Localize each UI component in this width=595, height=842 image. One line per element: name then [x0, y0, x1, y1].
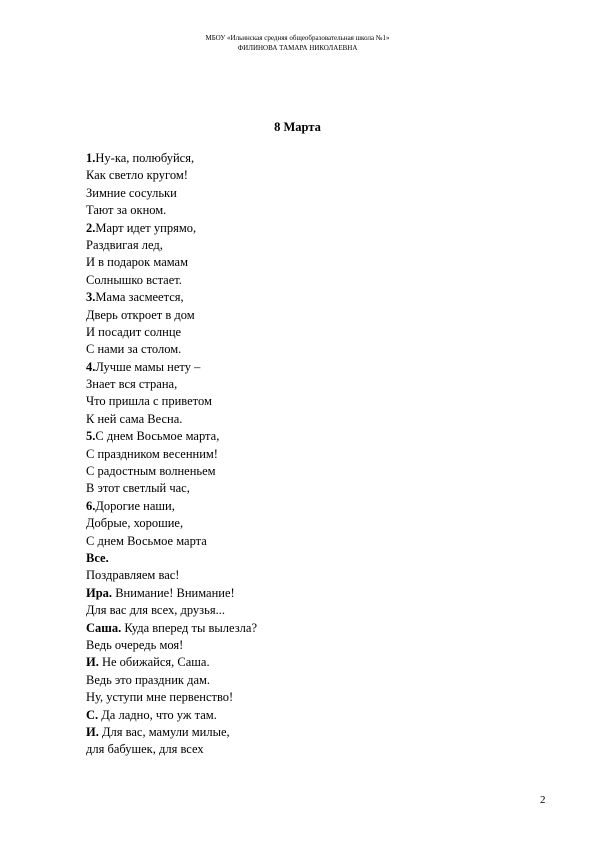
line-text: С днем Восьмое марта — [86, 533, 207, 548]
line-text: Да ладно, что уж там. — [98, 707, 217, 722]
page-header — [0, 33, 595, 53]
poem-line — [86, 446, 526, 463]
line-text: Куда вперед ты вылезла? — [121, 620, 257, 635]
poem-line — [86, 411, 526, 428]
poem-body — [86, 150, 526, 759]
line-text: И посадит солнце — [86, 324, 182, 339]
poem-line — [86, 533, 526, 550]
poem-line — [86, 567, 526, 584]
poem-line — [86, 724, 526, 741]
line-text: Поздравляем вас! — [86, 568, 180, 583]
poem-line — [86, 654, 526, 671]
poem-line — [86, 376, 526, 393]
line-text: С праздником весенним! — [86, 446, 218, 461]
poem-line — [86, 237, 526, 254]
header-author-name: ФИЛИНОВА ТАМАРА НИКОЛАЕВНА — [237, 44, 358, 52]
speaker-label: Саша. — [86, 620, 122, 635]
poem-line — [86, 220, 526, 237]
header-school-name: МБОУ «Ильинская средняя общеобразовательная школа №1» — [205, 34, 390, 42]
line-text: С днем Восьмое марта, — [95, 429, 220, 444]
poem-line — [86, 672, 526, 689]
line-text: С радостным волненьем — [86, 464, 216, 479]
poem-line — [86, 585, 526, 602]
line-text: Лучше мамы нету – — [95, 359, 201, 374]
poem-line — [86, 741, 526, 758]
poem-line — [86, 602, 526, 619]
line-text: Тают за окном. — [86, 203, 167, 218]
line-text: В этот светлый час, — [86, 481, 190, 496]
poem-line — [86, 707, 526, 724]
poem-line — [86, 254, 526, 271]
line-text: для бабушек, для всех — [86, 742, 204, 757]
line-text: Дверь откроет в дом — [86, 307, 195, 322]
speaker-label: С. — [86, 707, 99, 722]
line-text: Добрые, хорошие, — [86, 516, 184, 531]
speaker-label: 5. — [86, 429, 96, 444]
speaker-label: И. — [86, 655, 99, 670]
poem-line — [86, 498, 526, 515]
line-text: Ведь очередь моя! — [86, 637, 184, 652]
poem-title: 8 Марта — [274, 120, 321, 134]
line-text: Ведь это праздник дам. — [86, 672, 211, 687]
poem-line — [86, 167, 526, 184]
poem-line — [86, 393, 526, 410]
poem-line — [86, 620, 526, 637]
line-text: Ну, уступи мне первенство! — [86, 690, 234, 705]
speaker-label: 2. — [86, 220, 96, 235]
poem-line — [86, 341, 526, 358]
line-text: Внимание! Внимание! — [112, 585, 235, 600]
speaker-label: 4. — [86, 359, 96, 374]
line-text: Что пришла с приветом — [86, 394, 212, 409]
speaker-label: Ира. — [86, 585, 113, 600]
line-text: К ней сама Весна. — [86, 411, 183, 426]
page-number: 2 — [540, 794, 546, 806]
poem-line — [86, 359, 526, 376]
poem-line — [86, 463, 526, 480]
speaker-label: И. — [86, 724, 99, 739]
poem-line — [86, 550, 526, 567]
poem-line — [86, 307, 526, 324]
line-text: С нами за столом. — [86, 342, 182, 357]
line-text: Солнышко встает. — [86, 272, 182, 287]
poem-line — [86, 185, 526, 202]
line-text: Мама засмеется, — [95, 290, 184, 305]
poem-line — [86, 202, 526, 219]
line-text: Ну-ка, полюбуйся, — [95, 151, 195, 165]
line-text: Раздвигая лед, — [86, 237, 163, 252]
speaker-label: 6. — [86, 498, 96, 513]
line-text: Для вас, мамули милые, — [98, 724, 230, 739]
line-text: Не обижайся, Саша. — [98, 655, 210, 670]
line-text: Март идет упрямо, — [95, 220, 197, 235]
poem-line — [86, 150, 526, 167]
poem-line — [86, 637, 526, 654]
poem-line — [86, 480, 526, 497]
poem-line — [86, 515, 526, 532]
poem-line — [86, 428, 526, 445]
speaker-label: Все. — [86, 550, 109, 565]
poem-line — [86, 689, 526, 706]
speaker-label: 3. — [86, 290, 96, 305]
line-text: Дорогие наши, — [95, 498, 175, 513]
poem-line — [86, 324, 526, 341]
poem-line — [86, 289, 526, 306]
line-text: И в подарок мамам — [86, 255, 189, 270]
speaker-label: 1. — [86, 151, 96, 165]
poem-line — [86, 272, 526, 289]
line-text: Зимние сосульки — [86, 185, 177, 200]
line-text: Как светло кругом! — [86, 168, 188, 183]
line-text: Для вас для всех, друзья... — [86, 603, 225, 618]
line-text: Знает вся страна, — [86, 377, 178, 392]
